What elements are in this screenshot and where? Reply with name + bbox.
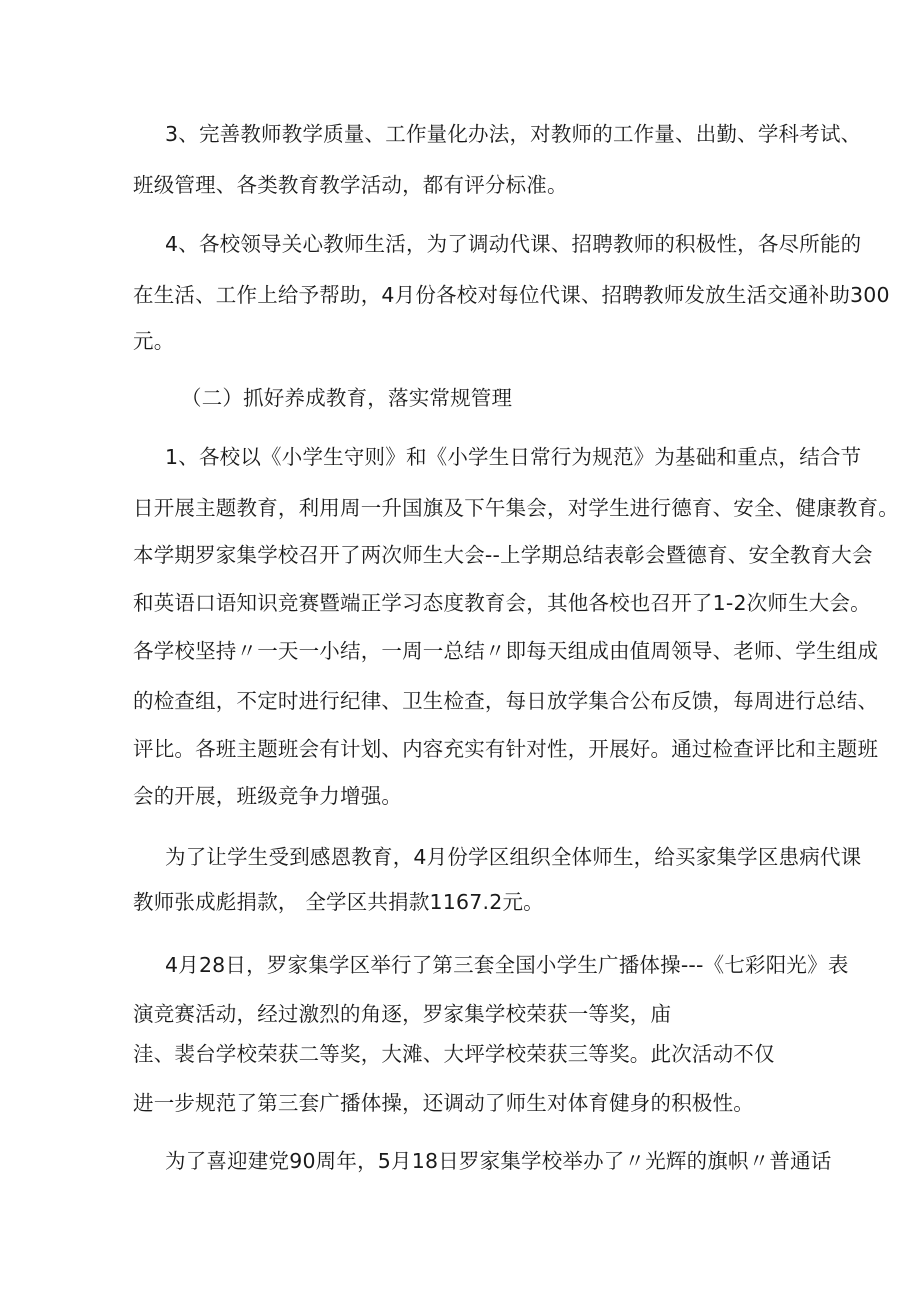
- paragraph-line: 教师张成彪捐款， 全学区共捐款1167.2元。: [133, 890, 544, 914]
- paragraph-line: 4月28日，罗家集学区举行了第三套全国小学生广播体操---《七彩阳光》表: [165, 953, 849, 977]
- paragraph-line: 元。: [133, 329, 175, 353]
- paragraph-line: 洼、裴台学校荣获二等奖，大滩、大坪学校荣获三等奖。此次活动不仅: [133, 1042, 775, 1066]
- paragraph-line: 4、各校领导关心教师生活，为了调动代课、招聘教师的积极性，各尽所能的: [165, 232, 862, 256]
- paragraph-line: 和英语口语知识竞赛暨端正学习态度教育会，其他各校也召开了1-2次师生大会。: [133, 591, 871, 615]
- paragraph-line: 演竞赛活动，经过激烈的角逐，罗家集学校荣获一等奖，庙: [133, 1002, 672, 1026]
- paragraph-line: 为了喜迎建党90周年，5月18日罗家集学校举办了〃光辉的旗帜〃普通话: [165, 1149, 832, 1173]
- paragraph-line: 进一步规范了第三套广播体操，还调动了师生对体育健身的积极性。: [133, 1091, 754, 1115]
- paragraph-line: 本学期罗家集学校召开了两次师生大会--上学期总结表彰会暨德育、安全教育大会: [133, 543, 873, 567]
- paragraph-line: 各学校坚持〃一天一小结，一周一总结〃即每天组成由值周领导、老师、学生组成: [133, 639, 879, 663]
- paragraph-line: 3、完善教师教学质量、工作量化办法，对教师的工作量、出勤、学科考试、: [165, 122, 862, 146]
- paragraph-line: 会的开展，班级竞争力增强。: [133, 784, 403, 808]
- paragraph-line: 评比。各班主题班会有计划、内容充实有针对性，开展好。通过检查评比和主题班: [133, 737, 879, 761]
- section-heading: （二）抓好养成教育，落实常规管理: [181, 386, 513, 410]
- paragraph-line: 1、各校以《小学生守则》和《小学生日常行为规范》为基础和重点，结合节: [165, 445, 862, 469]
- paragraph-line: 在生活、工作上给予帮助，4月份各校对每位代课、招聘教师发放生活交通补助300: [133, 283, 890, 307]
- paragraph-line: 为了让学生受到感恩教育，4月份学区组织全体师生，给买家集学区患病代课: [165, 845, 862, 869]
- paragraph-line: 日开展主题教育，利用周一升国旗及下午集会，对学生进行德育、安全、健康教育。: [133, 496, 899, 520]
- paragraph-line: 的检查组，不定时进行纪律、卫生检查，每日放学集合公布反馈，每周进行总结、: [133, 689, 879, 713]
- paragraph-line: 班级管理、各类教育教学活动，都有评分标准。: [133, 173, 568, 197]
